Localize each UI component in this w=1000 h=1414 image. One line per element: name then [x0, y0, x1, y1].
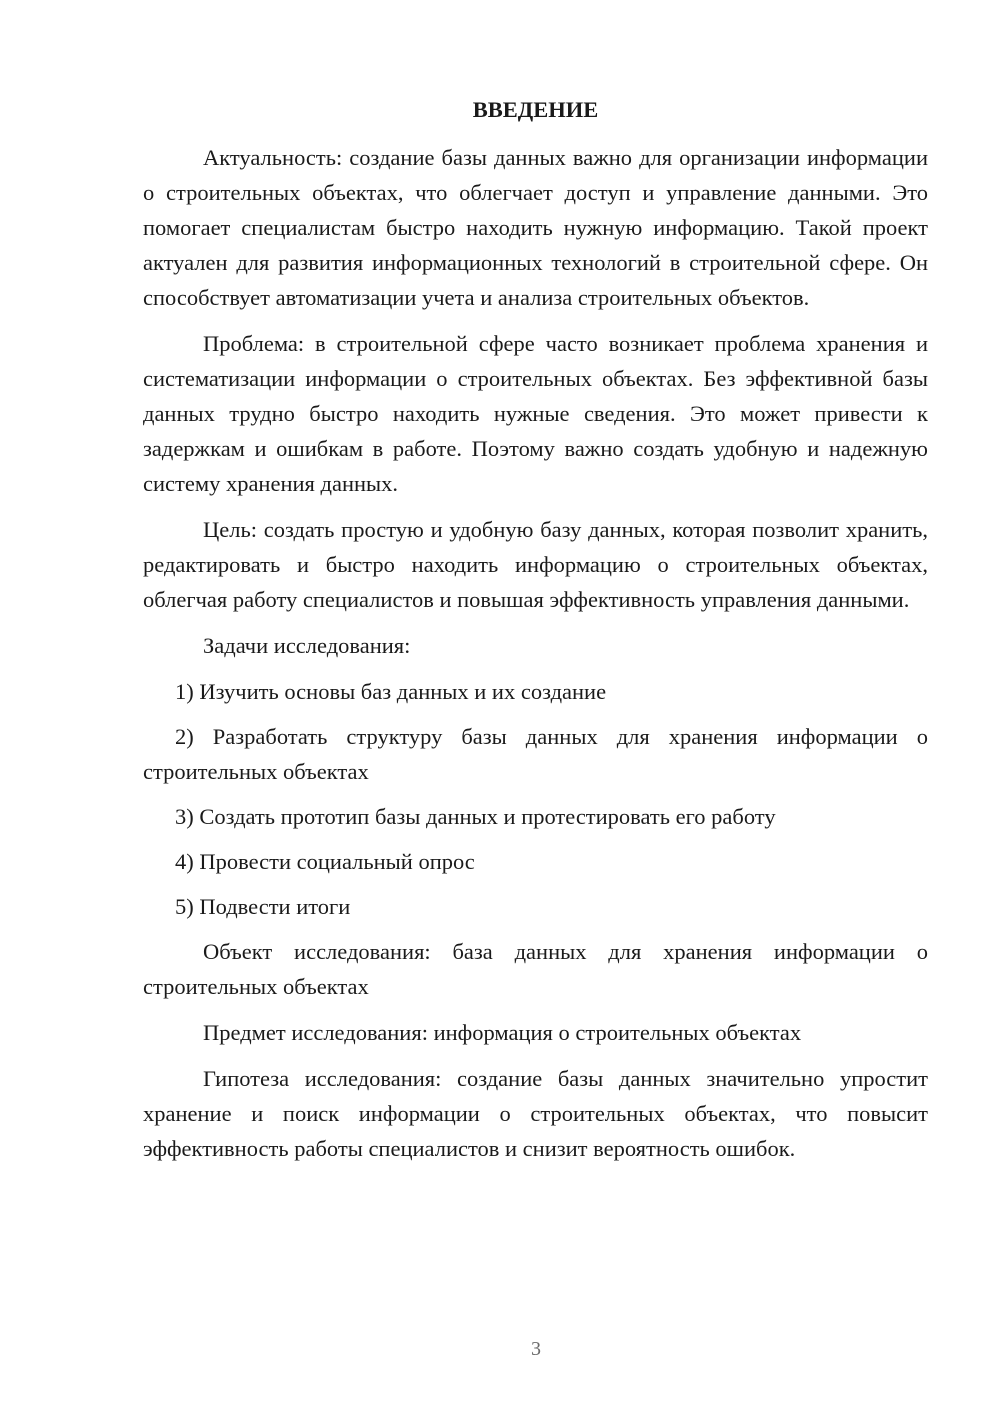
- paragraph-problem: Проблема: в строительной сфере часто возникает проблема хранения и систематизации информации о строительных объектах. Без эффективной базы данных трудно быстро находить нужные сведения. Это может привести к задержкам и ошибкам в работе. Поэтому важно создать удобную и надежную систему хранения данных.: [143, 331, 928, 496]
- task-item-3: 3) Создать прототип базы данных и протестировать его работу: [175, 804, 776, 829]
- paragraph-hypothesis: Гипотеза исследования: создание базы данных значительно упростит хранение и поиск информации о строительных объектах, что повысит эффективность работы специалистов и снизит вероятность ошибок.: [143, 1066, 928, 1161]
- page-content: [143, 92, 928, 1177]
- paragraph-relevance: Актуальность: создание базы данных важно для организации информации о строительных объектах, что облегчает доступ и управление данными. Это помогает специалистам быстро находить нужную информацию. Такой проект актуален для развития информационных технологий в строительной сфере. Он способствует автоматизации учета и анализа строительных объектов.: [143, 145, 928, 310]
- page-title: ВВЕДЕНИЕ: [472, 97, 599, 122]
- task-item-1: 1) Изучить основы баз данных и их создание: [175, 679, 607, 704]
- paragraph-goal: Цель: создать простую и удобную базу данных, которая позволит хранить, редактировать и быстро находить информацию о строительных объектах, облегчая работу специалистов и повышая эффективность управления данными.: [143, 517, 928, 612]
- task-item-4: 4) Провести социальный опрос: [175, 849, 475, 874]
- tasks-heading: Задачи исследования:: [203, 633, 411, 658]
- task-item-2: 2) Разработать структуру базы данных для хранения информации о строительных объектах: [143, 724, 928, 784]
- paragraph-subject: Предмет исследования: информация о строительных объектах: [203, 1020, 802, 1045]
- paragraph-object: Объект исследования: база данных для хранения информации о строительных объектах: [143, 939, 928, 999]
- task-item-5: 5) Подвести итоги: [175, 894, 351, 919]
- page-number: 3: [531, 1338, 541, 1360]
